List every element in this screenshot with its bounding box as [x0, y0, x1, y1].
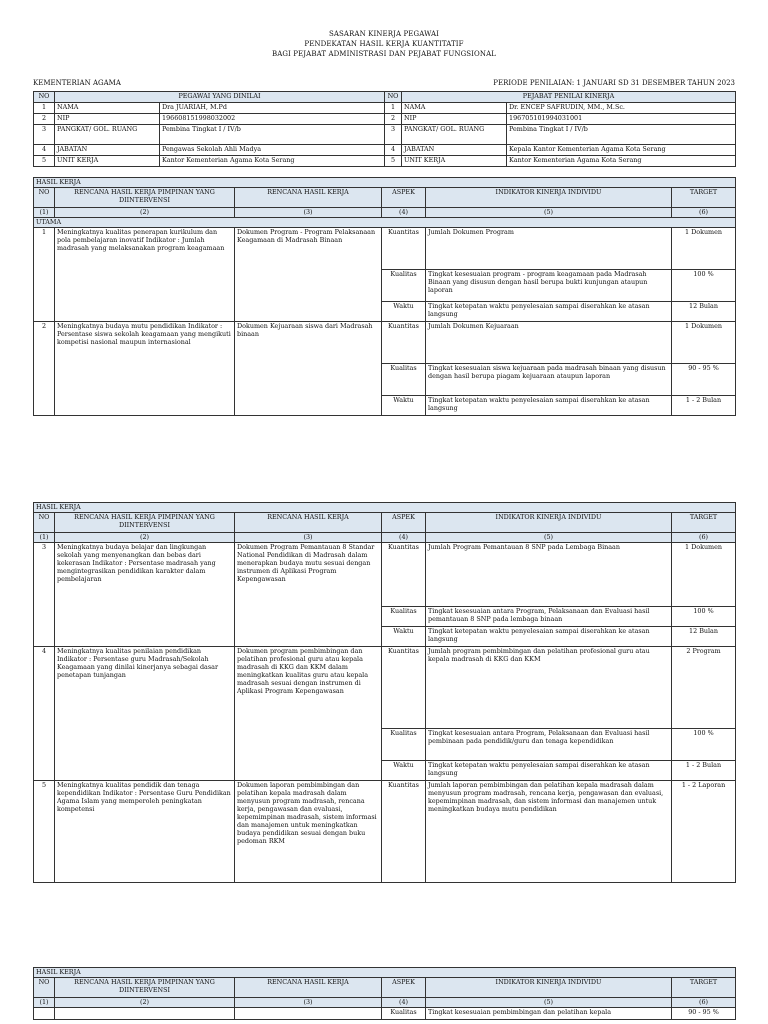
column-index: (2): [55, 208, 235, 218]
utama-row: [34, 218, 736, 228]
aspek: Kuantitas: [382, 781, 426, 883]
item-number: 5: [34, 781, 55, 883]
institution: KEMENTERIAN AGAMA: [33, 79, 121, 87]
header-pegawai-dinilai: PEGAWAI YANG DINILAI: [55, 92, 385, 103]
field-label: UNIT KERJA: [55, 156, 160, 167]
target: 2 Program: [672, 647, 736, 729]
field-value: Kantor Kementerian Agama Kota Serang: [160, 156, 385, 167]
field-label: UNIT KERJA: [402, 156, 507, 167]
column-index: (3): [235, 208, 382, 218]
col-target: TARGET: [672, 513, 736, 533]
field-label: NIP: [55, 114, 160, 125]
column-index: (2): [55, 533, 235, 543]
col-no: NO: [34, 188, 55, 208]
target: 12 Bulan: [672, 627, 736, 647]
field-value: Pengawas Sekolah Ahli Madya: [160, 145, 385, 156]
field-value: Dra JUARIAH, M.Pd: [160, 103, 385, 114]
section-label: HASIL KERJA: [34, 503, 736, 513]
section-bar: [34, 178, 736, 188]
indikator: Tingkat ketepatan waktu penyelesaian sampai diserahkan ke atasan langsung: [426, 396, 672, 416]
row-number: 1: [34, 103, 55, 114]
col-aspek: ASPEK: [382, 513, 426, 533]
pegawai-row: [34, 145, 736, 156]
section-label: HASIL KERJA: [34, 178, 736, 188]
col-rencana: RENCANA HASIL KERJA: [235, 978, 382, 998]
target: 1 Dokumen: [672, 322, 736, 364]
col-indikator: INDIKATOR KINERJA INDIVIDU: [426, 978, 672, 998]
indikator: Jumlah Dokumen Kejuaraan: [426, 322, 672, 364]
column-index: (1): [34, 998, 55, 1008]
target: 90 - 95 %: [672, 1008, 736, 1020]
section-bar: [34, 503, 736, 513]
col-aspek: ASPEK: [382, 188, 426, 208]
column-index: (4): [382, 998, 426, 1008]
row-number: 4: [385, 145, 402, 156]
aspek: Waktu: [382, 761, 426, 781]
hasil-kerja-table-2: [33, 502, 736, 883]
aspek: Waktu: [382, 396, 426, 416]
pegawai-row: [34, 156, 736, 167]
aspek: Kualitas: [382, 270, 426, 302]
target: 1 Dokumen: [672, 228, 736, 270]
rencana-hasil-kerja: Dokumen Program Pemantauan 8 Standar National Pendidikan di Madrasah dalam menerapkan budaya mutu sesuai dengan instrumen di Aplikasi Program Kepengawasan: [235, 543, 382, 647]
table-row: [34, 1008, 736, 1020]
rencana-hasil-kerja: Dokumen program pembimbingan dan pelatihan profesional guru atau kepala madrasah di KKG dan KKM dalam meningkatkan kualitas guru atau kepala madrasah sesuai dengan instrumen di Aplikasi Program Kepengawasan: [235, 647, 382, 781]
aspek: Kuantitas: [382, 543, 426, 607]
pegawai-header-row: [34, 92, 736, 103]
indikator: Tingkat kesesuaian antara Program, Pelaksanaan dan Evaluasi hasil pembinaan pada pendidik/guru dan tenaga kependidikan: [426, 729, 672, 761]
row-number: 3: [385, 125, 402, 145]
field-value: Dr. ENCEP SAFRUDIN, MM., M.Sc.: [507, 103, 736, 114]
field-value: Pembina Tingkat I / IV/b: [507, 125, 736, 145]
target: 1 Dokumen: [672, 543, 736, 607]
table-row: [34, 781, 736, 883]
item-number: 2: [34, 322, 55, 416]
item-number: 1: [34, 228, 55, 322]
header-no: NO: [34, 92, 55, 103]
field-value: 196608151998032002: [160, 114, 385, 125]
header-no: NO: [385, 92, 402, 103]
pegawai-table: [33, 91, 736, 167]
target: 100 %: [672, 607, 736, 627]
field-label: NAMA: [402, 103, 507, 114]
table-row: [34, 322, 736, 364]
column-index: (5): [426, 533, 672, 543]
doc-title-1: SASARAN KINERJA PEGAWAI: [328, 30, 440, 38]
field-value: Kepala Kantor Kementerian Agama Kota Serang: [507, 145, 736, 156]
document-title-block: [0, 29, 768, 59]
indikator: Tingkat ketepatan waktu penyelesaian sampai diserahkan ke atasan langsung: [426, 627, 672, 647]
indikator: Jumlah Dokumen Program: [426, 228, 672, 270]
target: 12 Bulan: [672, 302, 736, 322]
column-index: (2): [55, 998, 235, 1008]
rencana-pimpinan: Meningkatnya kualitas penilaian pendidikan Indikator : Persentase guru Madrasah/Sekolah Keagamaan yang dinilai kinerjanya sebagai dasar penetapan tunjangan: [55, 647, 235, 781]
col-no: NO: [34, 978, 55, 998]
indikator: Tingkat ketepatan waktu penyelesaian sampai diserahkan ke atasan langsung: [426, 302, 672, 322]
indikator: Tingkat kesesuaian antara Program, Pelaksanaan dan Evaluasi hasil pemantauan 8 SNP pada lembaga binaan: [426, 607, 672, 627]
column-index: (3): [235, 533, 382, 543]
period: PERIODE PENILAIAN: 1 JANUARI SD 31 DESEMBER TAHUN 2023: [493, 79, 735, 87]
column-index: (1): [34, 533, 55, 543]
table-row: [34, 647, 736, 729]
row-number: 3: [34, 125, 55, 145]
rencana-hasil-kerja: Dokumen laporan pembimbingan dan pelatihan kepala madrasah dalam menyusun program madrasah, rencana kerja, pengawasan dan evaluasi, kepemimpinan madrasah, sistem informasi dan manajemen untuk meningkatkan budaya pendidikan sesuai dengan buku pedoman RKM: [235, 781, 382, 883]
col-target: TARGET: [672, 188, 736, 208]
column-index: (6): [672, 998, 736, 1008]
aspek: Waktu: [382, 627, 426, 647]
indikator: Tingkat kesesuaian program - program keagamaan pada Madrasah Binaan yang disusun dengan hasil berupa bukti kunjungan ataupun laporan: [426, 270, 672, 302]
column-index: (4): [382, 533, 426, 543]
column-index: (6): [672, 533, 736, 543]
field-label: JABATAN: [402, 145, 507, 156]
field-value: 196705101994031001: [507, 114, 736, 125]
field-label: NAMA: [55, 103, 160, 114]
aspek: Kualitas: [382, 607, 426, 627]
column-header-row: [34, 188, 736, 208]
indikator: Jumlah laporan pembimbingan dan pelatihan kepala madrasah dalam menyusun program madrasah, rencana kerja, pengawasan dan evaluasi, kepemimpinan madrasah, dan sistem informasi dan manajemen untuk meningkatkan budaya mutu pendidikan: [426, 781, 672, 883]
column-index: (3): [235, 998, 382, 1008]
col-rencana: RENCANA HASIL KERJA: [235, 188, 382, 208]
target: 100 %: [672, 729, 736, 761]
hasil-kerja-table-3: [33, 967, 736, 1020]
meta-line: [33, 79, 735, 87]
col-target: TARGET: [672, 978, 736, 998]
row-number: 5: [34, 156, 55, 167]
table-row: [34, 228, 736, 270]
index-row: [34, 533, 736, 543]
table-row: [34, 543, 736, 607]
indikator: Tingkat ketepatan waktu penyelesaian sampai diserahkan ke atasan langsung: [426, 761, 672, 781]
aspek: Kuantitas: [382, 647, 426, 729]
row-number: 1: [385, 103, 402, 114]
col-indikator: INDIKATOR KINERJA INDIVIDU: [426, 188, 672, 208]
aspek: Kualitas: [382, 364, 426, 396]
index-row: [34, 208, 736, 218]
pegawai-row: [34, 125, 736, 145]
header-pejabat-penilai: PEJABAT PENILAI KINERJA: [402, 92, 736, 103]
utama-label: UTAMA: [34, 218, 736, 228]
rencana-pimpinan: Meningkatnya kualitas pendidik dan tenaga kependidikan Indikator : Persentase Guru Pendidikan Agama Islam yang memperoleh peningkatan kompetensi: [55, 781, 235, 883]
target: 90 - 95 %: [672, 364, 736, 396]
indikator: Jumlah program pembimbingan dan pelatihan profesional guru atau kepala madrasah di KKG dan KKM: [426, 647, 672, 729]
column-header-row: [34, 978, 736, 998]
column-index: (5): [426, 998, 672, 1008]
field-label: PANGKAT/ GOL. RUANG: [55, 125, 160, 145]
index-row: [34, 998, 736, 1008]
section-label: HASIL KERJA: [34, 968, 736, 978]
field-label: NIP: [402, 114, 507, 125]
target: 1 - 2 Bulan: [672, 761, 736, 781]
aspek: Kuantitas: [382, 228, 426, 270]
col-rencana: RENCANA HASIL KERJA: [235, 513, 382, 533]
col-rencana-pimpinan: RENCANA HASIL KERJA PIMPINAN YANG DIINTERVENSI: [55, 188, 235, 208]
rencana-pimpinan: Meningkatnya kualitas penerapan kurikulum dan pola pembelajaran inovatif Indikator : Jumlah madrasah yang melaksanakan program keagamaan: [55, 228, 235, 322]
aspek: Kuantitas: [382, 322, 426, 364]
target: 100 %: [672, 270, 736, 302]
row-number: 2: [34, 114, 55, 125]
indikator: Tingkat kesesuaian siswa kejuaraan pada madrasah binaan yang disusun dengan hasil berupa piagam kejuaraan ataupun laporan: [426, 364, 672, 396]
column-index: (6): [672, 208, 736, 218]
field-value: Pembina Tingkat I / IV/b: [160, 125, 385, 145]
row-number: 2: [385, 114, 402, 125]
rencana-pimpinan: Meningkatnya budaya belajar dan lingkungan sekolah yang menyenangkan dan bebas dari kekerasan Indikator : Persentase madrasah yang mengintegrasikan pendidikan karakter dalam pembelajaran: [55, 543, 235, 647]
doc-title-2: PENDEKATAN HASIL KERJA KUANTITATIF: [304, 40, 464, 48]
col-indikator: INDIKATOR KINERJA INDIVIDU: [426, 513, 672, 533]
aspek: Kualitas: [382, 729, 426, 761]
aspek: Waktu: [382, 302, 426, 322]
column-header-row: [34, 513, 736, 533]
rencana-pimpinan: [55, 1008, 235, 1020]
rencana-hasil-kerja: Dokumen Program - Program Pelaksanaan Keagamaan di Madrasah Binaan: [235, 228, 382, 322]
item-number: [34, 1008, 55, 1020]
section-bar: [34, 968, 736, 978]
rencana-pimpinan: Meningkatnya budaya mutu pendidikan Indikator : Persentase siswa sekolah keagamaan yang mengikuti kompetisi nasional maupun internasional: [55, 322, 235, 416]
item-number: 3: [34, 543, 55, 647]
pegawai-row: [34, 103, 736, 114]
column-index: (5): [426, 208, 672, 218]
indikator: Jumlah Program Pemantauan 8 SNP pada Lembaga Binaan: [426, 543, 672, 607]
doc-title-3: BAGI PEJABAT ADMINISTRASI DAN PEJABAT FUNGSIONAL: [271, 50, 497, 58]
field-label: PANGKAT/ GOL. RUANG: [402, 125, 507, 145]
rencana-hasil-kerja: [235, 1008, 382, 1020]
rencana-hasil-kerja: Dokumen Kejuaraan siswa dari Madrasah binaan: [235, 322, 382, 416]
field-label: JABATAN: [55, 145, 160, 156]
pegawai-row: [34, 114, 736, 125]
col-rencana-pimpinan: RENCANA HASIL KERJA PIMPINAN YANG DIINTERVENSI: [55, 513, 235, 533]
target: 1 - 2 Laporan: [672, 781, 736, 883]
hasil-kerja-table-1: [33, 177, 736, 416]
row-number: 4: [34, 145, 55, 156]
field-value: Kantor Kementerian Agama Kota Serang: [507, 156, 736, 167]
col-aspek: ASPEK: [382, 978, 426, 998]
col-rencana-pimpinan: RENCANA HASIL KERJA PIMPINAN YANG DIINTERVENSI: [55, 978, 235, 998]
column-index: (1): [34, 208, 55, 218]
column-index: (4): [382, 208, 426, 218]
row-number: 5: [385, 156, 402, 167]
col-no: NO: [34, 513, 55, 533]
target: 1 - 2 Bulan: [672, 396, 736, 416]
item-number: 4: [34, 647, 55, 781]
aspek: Kualitas: [382, 1008, 426, 1020]
indikator: Tingkat kesesuaian pembimbingan dan pelatihan kepala: [426, 1008, 672, 1020]
